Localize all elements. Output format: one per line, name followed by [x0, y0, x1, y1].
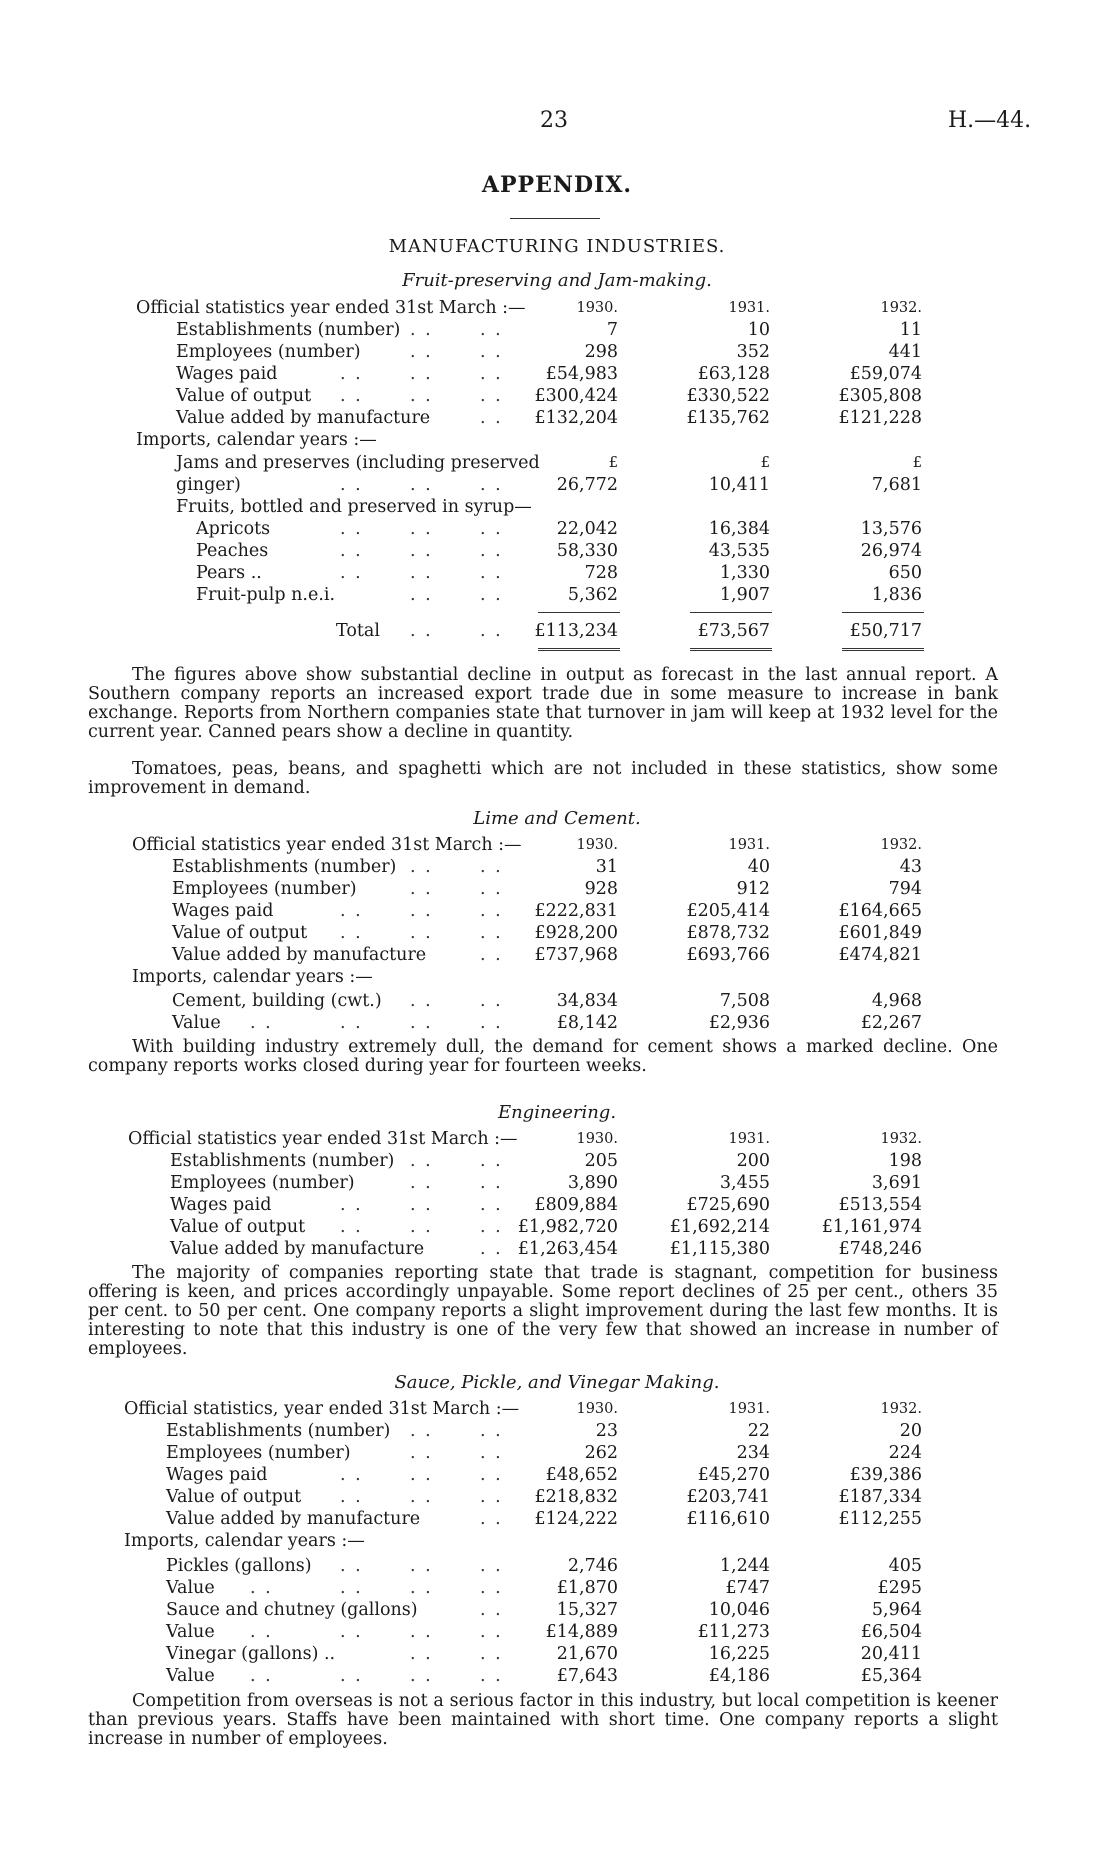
currency-1930: £	[608, 455, 618, 471]
total-rule	[690, 612, 772, 613]
year-1930: 1930.	[576, 300, 618, 316]
value-1932: 794	[888, 879, 922, 899]
fruit-section-title: Fruit-preserving and Jam-making.	[402, 270, 712, 291]
value-1932: £6,504	[860, 1622, 922, 1642]
row-label: Peaches	[196, 541, 269, 561]
total-rule	[538, 612, 620, 613]
value-1931: 16,384	[708, 519, 770, 539]
year-1932: 1932.	[880, 300, 922, 316]
imports-label: Imports, calendar years :—	[132, 967, 373, 987]
value-1930: 58,330	[556, 541, 618, 561]
row-label: Employees (number)	[172, 879, 357, 899]
value-1931: £4,186	[708, 1666, 770, 1686]
row-label: Value	[166, 1622, 215, 1642]
page-number: 23	[540, 108, 568, 133]
value-1931: 1,244	[719, 1556, 770, 1576]
value-1930: £14,889	[545, 1622, 618, 1642]
value-1931: 43,535	[708, 541, 770, 561]
value-1932: £2,267	[860, 1013, 922, 1033]
table-row: Value . . . . . . . . £7,643 £4,186 £5,364	[166, 1666, 922, 1686]
row-label: Value of output	[170, 1217, 306, 1237]
row-label: Value of output	[172, 923, 308, 943]
total-1931: £73,567	[697, 621, 770, 641]
value-1930: £928,200	[534, 923, 618, 943]
value-1932: 11	[899, 320, 922, 340]
row-label: Value added by manufacture	[172, 945, 427, 965]
value-1930: £8,142	[556, 1013, 618, 1033]
value-1930: £300,424	[534, 386, 618, 406]
official-label: Official statistics year ended 31st March :—	[136, 298, 526, 318]
table-row: Value of output . . . . . . £1,982,720 £1,692,214 £1,161,974	[170, 1217, 922, 1237]
imports-heading-row	[0, 966, 1114, 988]
table-row: Value . . . . . . . . £8,142 £2,936 £2,267	[172, 1013, 922, 1033]
value-1932: £513,554	[838, 1195, 922, 1215]
year-1931: 1931.	[728, 837, 770, 853]
value-1931: 10	[747, 320, 770, 340]
value-1931: £330,522	[686, 386, 770, 406]
table-row: Wages paid . . . . . . £809,884 £725,690 £513,554	[170, 1195, 922, 1215]
value-1931: 234	[736, 1443, 770, 1463]
row-label: Employees (number)	[170, 1173, 355, 1193]
value-1930: £124,222	[534, 1509, 618, 1529]
table-row: Sauce and chutney (gallons) . . 15,327 10,046 5,964	[166, 1600, 922, 1620]
value-1930: £222,831	[534, 901, 618, 921]
total-1930: £113,234	[534, 621, 618, 641]
value-1932: £39,386	[849, 1465, 922, 1485]
year-1932: 1932.	[880, 1401, 922, 1417]
total-row: Total . . . . £113,234 £73,567 £50,717	[336, 621, 922, 641]
value-1930: £1,870	[556, 1578, 618, 1598]
value-1930: £54,983	[545, 364, 618, 384]
value-1931: £725,690	[686, 1195, 770, 1215]
value-1932: £59,074	[849, 364, 922, 384]
value-1932: £295	[877, 1578, 922, 1598]
value-1932: 650	[888, 563, 922, 583]
value-1930: 262	[584, 1443, 618, 1463]
row-label: Pears ..	[196, 563, 262, 583]
total-rule	[842, 612, 924, 613]
value-1930: 23	[595, 1421, 618, 1441]
row-label: Jams and preserves (including preserved	[176, 453, 540, 473]
row-label: ginger)	[176, 475, 241, 495]
value-1931: 3,455	[719, 1173, 770, 1193]
engineering-official-row	[0, 1128, 1114, 1150]
total-label: Total	[336, 621, 380, 641]
row-label: Sauce and chutney (gallons)	[166, 1600, 418, 1620]
table-row: Fruit-pulp n.e.i. . . . . 5,362 1,907 1,836	[196, 585, 922, 605]
table-row: Value . . . . . . . . £14,889 £11,273 £6,504	[166, 1622, 922, 1642]
lime-official-row	[0, 834, 1114, 856]
year-1931: 1931.	[728, 1131, 770, 1147]
value-1932: £305,808	[838, 386, 922, 406]
year-1930: 1930.	[576, 837, 618, 853]
table-row: Value added by manufacture . . £124,222 £116,610 £112,255	[166, 1509, 922, 1529]
table-row: Wages paid . . . . . . £222,831 £205,414 £164,665	[172, 901, 922, 921]
value-1931: 10,411	[708, 475, 770, 495]
currency-1932: £	[912, 455, 922, 471]
table-row: Vinegar (gallons) .. . . . . 21,670 16,225 20,411	[166, 1644, 922, 1664]
table-row: Value added by manufacture . . £132,204 £135,762 £121,228	[176, 408, 922, 428]
value-1931: 10,046	[708, 1600, 770, 1620]
table-row: Peaches . . . . . . 58,330 43,535 26,974	[196, 541, 922, 561]
value-1932: 43	[899, 857, 922, 877]
table-row: Apricots . . . . . . 22,042 16,384 13,576	[196, 519, 922, 539]
row-label: Establishments (number)	[170, 1151, 395, 1171]
row-label: Value	[172, 1013, 221, 1033]
value-1930: £7,643	[556, 1666, 618, 1686]
value-1932: 4,968	[871, 991, 922, 1011]
official-label: Official statistics year ended 31st March :—	[128, 1129, 518, 1149]
value-1931: 22	[747, 1421, 770, 1441]
value-1930: 22,042	[556, 519, 618, 539]
imports-heading-row	[0, 1530, 1114, 1552]
row-label: Value added by manufacture	[176, 408, 431, 428]
row-label: Value added by manufacture	[170, 1239, 425, 1259]
value-1932: 3,691	[871, 1173, 922, 1193]
year-1930: 1930.	[576, 1131, 618, 1147]
row-label: Cement, building (cwt.)	[172, 991, 382, 1011]
imports-label: Imports, calendar years :—	[136, 430, 377, 450]
row-label: Employees (number)	[176, 342, 361, 362]
jams-row-1	[0, 452, 1114, 474]
table-row: Value . . . . . . . . £1,870 £747 £295	[166, 1578, 922, 1598]
value-1930: 34,834	[556, 991, 618, 1011]
value-1930: 728	[584, 563, 618, 583]
table-row: Pears .. . . . . . . 728 1,330 650	[196, 563, 922, 583]
table-row: Establishments (number) . . . . 205 200 198	[170, 1151, 922, 1171]
paragraph: Competition from overseas is not a serious factor in this industry, but local competition is keener than previous years. Staffs have been maintained with short time. One company reports a slight increase in number of employees.	[88, 1691, 998, 1749]
row-label: Pickles (gallons)	[166, 1556, 312, 1576]
year-1930: 1930.	[576, 1401, 618, 1417]
table-row: Establishments (number) . . . . 31 40 43	[172, 857, 922, 877]
value-1932: £164,665	[838, 901, 922, 921]
value-1931: 912	[736, 879, 770, 899]
row-label: Establishments (number)	[176, 320, 401, 340]
total-1932: £50,717	[849, 621, 922, 641]
value-1930: 205	[584, 1151, 618, 1171]
row-label: Wages paid	[170, 1195, 272, 1215]
paragraph: With building industry extremely dull, the demand for cement shows a marked decline. One company reports works closed during year for fourteen weeks.	[88, 1037, 998, 1076]
year-1932: 1932.	[880, 1131, 922, 1147]
value-1931: £203,741	[686, 1487, 770, 1507]
value-1931: £135,762	[686, 408, 770, 428]
value-1930: £132,204	[534, 408, 618, 428]
value-1931: £1,692,214	[669, 1217, 770, 1237]
value-1932: £5,364	[860, 1666, 922, 1686]
value-1930: 298	[584, 342, 618, 362]
table-row: Employees (number) . . . . 262 234 224	[166, 1443, 922, 1463]
lime-section-title: Lime and Cement.	[473, 808, 641, 829]
table-row: Value of output . . . . . . £300,424 £330,522 £305,808	[176, 386, 922, 406]
value-1931: 1,330	[719, 563, 770, 583]
row-label: Fruits, bottled and preserved in syrup—	[176, 497, 532, 517]
engineering-section-title: Engineering.	[497, 1102, 617, 1123]
table-row: Employees (number) . . . . 928 912 794	[172, 879, 922, 899]
value-1932: 224	[888, 1443, 922, 1463]
value-1932: 198	[888, 1151, 922, 1171]
value-1930: 21,670	[556, 1644, 618, 1664]
value-1932: 5,964	[871, 1600, 922, 1620]
row-label: Wages paid	[172, 901, 274, 921]
row-label: Value	[166, 1666, 215, 1686]
value-1931: £45,270	[697, 1465, 770, 1485]
value-1931: £116,610	[686, 1509, 770, 1529]
row-label: Apricots	[196, 519, 271, 539]
value-1930: 2,746	[567, 1556, 618, 1576]
value-1932: £187,334	[838, 1487, 922, 1507]
table-row: Pickles (gallons) . . . . . . 2,746 1,244 405	[166, 1556, 922, 1576]
currency-1931: £	[760, 455, 770, 471]
table-row: Wages paid . . . . . . £48,652 £45,270 £39,386	[166, 1465, 922, 1485]
value-1930: 26,772	[556, 475, 618, 495]
paragraph: The majority of companies reporting state that trade is stagnant, competition for business offering is keen, and prices accordingly unpayable. Some report declines of 25 per cent., others 35 per cent. to 50 per cent. One company reports a slight improvement during the last few months. It is interesting to note that this industry is one of the very few that showed an increase in number of employees.	[88, 1263, 998, 1359]
row-label: Establishments (number)	[172, 857, 397, 877]
value-1930: 31	[595, 857, 618, 877]
value-1932: 7,681	[871, 475, 922, 495]
table-row: ginger) . . . . . . 26,772 10,411 7,681	[176, 475, 922, 495]
value-1930: £1,263,454	[517, 1239, 618, 1259]
total-double-rule	[842, 648, 924, 651]
value-1932: £1,161,974	[821, 1217, 922, 1237]
paragraph: The figures above show substantial decline in output as forecast in the last annual report. A Southern company reports an increased export trade due in some measure to increase in bank exchange. Reports from Northern companies state that turnover in jam will keep at 1932 level for the current year. Canned pears show a decline in quantity.	[88, 665, 998, 742]
total-double-rule	[690, 648, 772, 651]
row-label: Value	[166, 1578, 215, 1598]
value-1931: £747	[725, 1578, 770, 1598]
value-1932: 405	[888, 1556, 922, 1576]
value-1931: 1,907	[719, 585, 770, 605]
value-1931: 7,508	[719, 991, 770, 1011]
value-1931: £1,115,380	[669, 1239, 770, 1259]
fruit-official-row	[0, 297, 1114, 319]
imports-heading-row	[0, 429, 1114, 451]
value-1931: £2,936	[708, 1013, 770, 1033]
value-1932: 20	[899, 1421, 922, 1441]
value-1931: £693,766	[686, 945, 770, 965]
table-row: Value added by manufacture . . £1,263,454 £1,115,380 £748,246	[170, 1239, 922, 1259]
table-row: Value of output . . . . . . £218,832 £203,741 £187,334	[166, 1487, 922, 1507]
value-1931: £11,273	[697, 1622, 770, 1642]
value-1930: 3,890	[567, 1173, 618, 1193]
table-row: Establishments (number) . . . . 7 10 11	[176, 320, 922, 340]
row-label: Wages paid	[166, 1465, 268, 1485]
value-1931: £63,128	[697, 364, 770, 384]
paragraph: Tomatoes, peas, beans, and spaghetti which are not included in these statistics, show some improvement in demand.	[88, 759, 998, 798]
appendix-title: APPENDIX.	[481, 172, 633, 198]
table-row: Value added by manufacture . . £737,968 £693,766 £474,821	[172, 945, 922, 965]
value-1931: £205,414	[686, 901, 770, 921]
value-1932: £748,246	[838, 1239, 922, 1259]
table-row: Employees (number) . . . . 298 352 441	[176, 342, 922, 362]
table-row: Value of output . . . . . . £928,200 £878,732 £601,849	[172, 923, 922, 943]
value-1932: £474,821	[838, 945, 922, 965]
value-1930: 5,362	[567, 585, 618, 605]
row-label: Fruit-pulp n.e.i.	[196, 585, 336, 605]
value-1932: 20,411	[860, 1644, 922, 1664]
row-label: Vinegar (gallons) ..	[166, 1644, 336, 1664]
value-1931: 16,225	[708, 1644, 770, 1664]
year-1932: 1932.	[880, 837, 922, 853]
value-1930: £218,832	[534, 1487, 618, 1507]
row-label: Establishments (number)	[166, 1421, 391, 1441]
sauce-section-title: Sauce, Pickle, and Vinegar Making.	[394, 1372, 720, 1393]
value-1932: 1,836	[871, 585, 922, 605]
value-1930: 7	[606, 320, 618, 340]
total-double-rule	[538, 648, 620, 651]
row-label: Wages paid	[176, 364, 278, 384]
row-label: Value added by manufacture	[166, 1509, 421, 1529]
value-1932: 13,576	[860, 519, 922, 539]
value-1930: £48,652	[545, 1465, 618, 1485]
manufacturing-heading: MANUFACTURING INDUSTRIES.	[388, 236, 726, 257]
table-row: Employees (number) . . . . 3,890 3,455 3,691	[170, 1173, 922, 1193]
syrup-heading-row	[0, 496, 1114, 518]
value-1931: 40	[747, 857, 770, 877]
year-1931: 1931.	[728, 300, 770, 316]
value-1931: 200	[736, 1151, 770, 1171]
value-1932: £112,255	[838, 1509, 922, 1529]
official-label: Official statistics, year ended 31st March :—	[124, 1399, 520, 1419]
row-label: Value of output	[166, 1487, 302, 1507]
value-1930: 928	[584, 879, 618, 899]
sauce-official-row	[0, 1398, 1114, 1420]
row-label: Employees (number)	[166, 1443, 351, 1463]
title-rule	[510, 218, 600, 219]
value-1931: £878,732	[686, 923, 770, 943]
value-1932: £121,228	[838, 408, 922, 428]
value-1930: £1,982,720	[517, 1217, 618, 1237]
value-1930: £809,884	[534, 1195, 618, 1215]
table-row: Establishments (number) . . . . 23 22 20	[166, 1421, 922, 1441]
table-row: Wages paid . . . . . . £54,983 £63,128 £59,074	[176, 364, 922, 384]
year-1931: 1931.	[728, 1401, 770, 1417]
value-1930: 15,327	[556, 1600, 618, 1620]
value-1931: 352	[736, 342, 770, 362]
value-1932: 26,974	[860, 541, 922, 561]
row-label: Value of output	[176, 386, 312, 406]
imports-label: Imports, calendar years :—	[124, 1531, 365, 1551]
table-row: Cement, building (cwt.) . . . . 34,834 7,508 4,968	[172, 991, 922, 1011]
document-reference: H.—44.	[948, 108, 1032, 133]
value-1932: £601,849	[838, 923, 922, 943]
official-label: Official statistics year ended 31st March :—	[132, 835, 522, 855]
value-1930: £737,968	[534, 945, 618, 965]
value-1932: 441	[888, 342, 922, 362]
